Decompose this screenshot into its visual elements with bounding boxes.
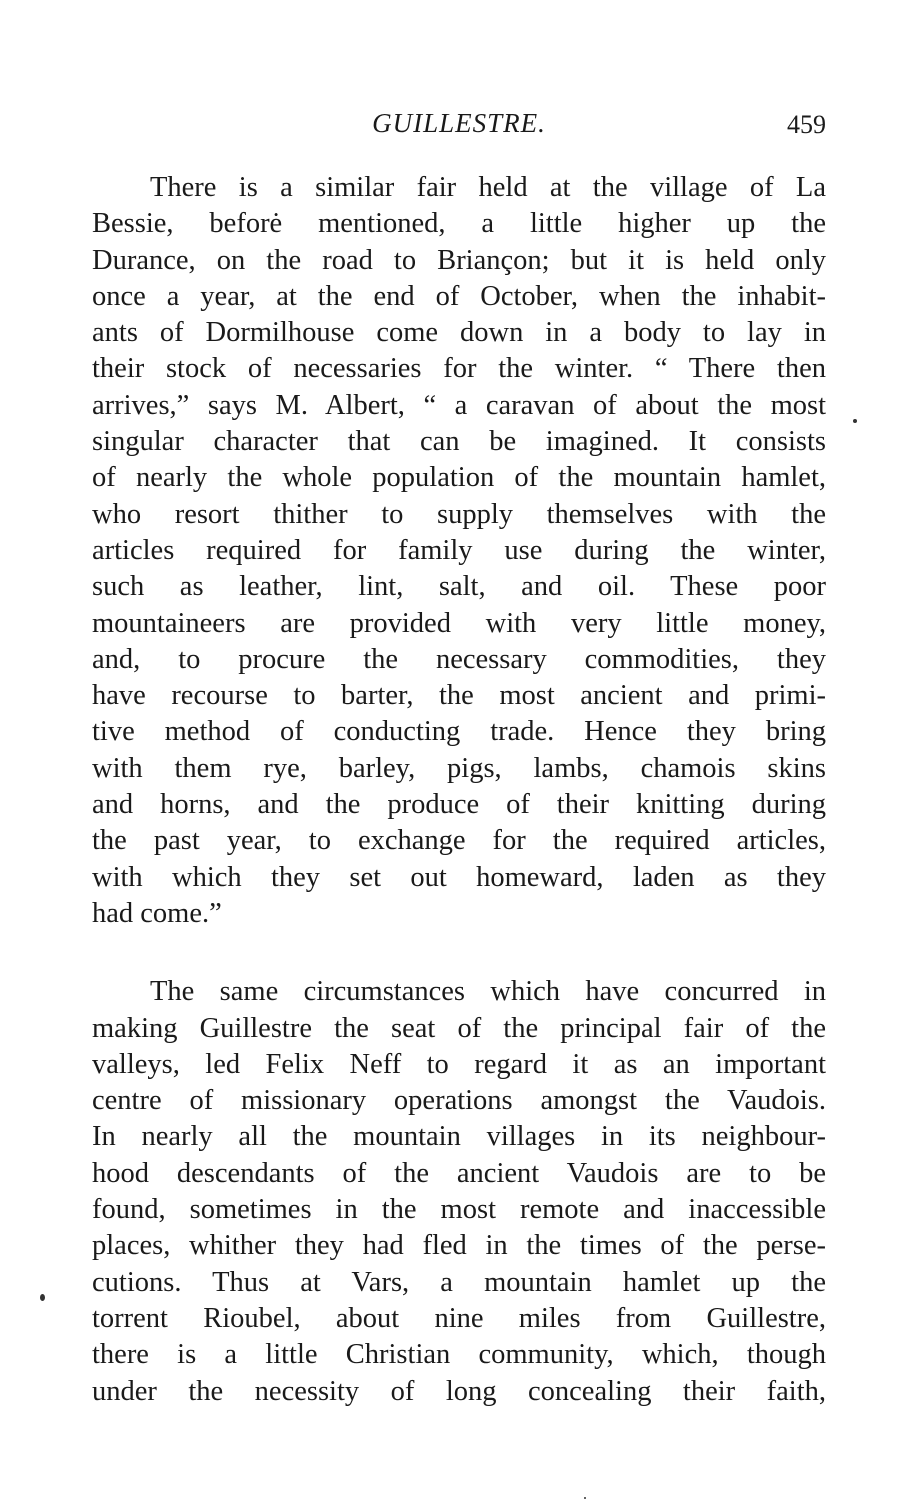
paragraph-2: [92, 974, 826, 1410]
body-text: [92, 170, 826, 1410]
text-line: with which they set out homeward, laden as they: [92, 861, 826, 893]
text-line: hood descendants of the ancient Vaudois are to be: [92, 1157, 826, 1189]
text-line: There is a similar fair held at the village of La: [150, 172, 826, 203]
running-title: GUILLESTRE.: [372, 108, 546, 138]
text-line: and, to procure the necessary commodities, they: [92, 643, 826, 675]
text-line: found, sometimes in the most remote and inaccessible: [92, 1194, 826, 1226]
text-line: have recourse to barter, the most ancient and primi-: [92, 680, 826, 712]
text-line: centre of missionary operations amongst the Vaudois.: [92, 1085, 826, 1117]
text-line: singular character that can be imagined. It consists: [92, 426, 826, 458]
print-speck: [40, 1294, 45, 1301]
text-line: with them rye, barley, pigs, lambs, chamois skins: [92, 752, 826, 784]
text-line: cutions. Thus at Vars, a mountain hamlet up the: [92, 1266, 826, 1298]
text-line: such as leather, lint, salt, and oil. These poor: [92, 571, 826, 603]
text-line: places, whither they had fled in the times of the perse-: [92, 1230, 826, 1262]
text-line: making Guillestre the seat of the principal fair of the: [92, 1012, 826, 1044]
text-line: of nearly the whole population of the mountain hamlet,: [92, 462, 826, 494]
text-line: valleys, led Felix Neff to regard it as an important: [92, 1048, 826, 1080]
text-line: In nearly all the mountain villages in its neighbour-: [92, 1121, 826, 1153]
print-speck: [584, 1497, 586, 1499]
text-line: under the necessity of long concealing their faith,: [92, 1375, 826, 1407]
text-line: who resort thither to supply themselves with the: [92, 498, 826, 530]
text-line: and horns, and the produce of their knitting during: [92, 789, 826, 821]
text-line: had come.”: [92, 897, 222, 929]
text-line: the past year, to exchange for the required articles,: [92, 825, 826, 857]
paragraph-1: [92, 170, 826, 932]
text-line: arrives,” says M. Albert, “ a caravan of about the most: [92, 389, 826, 421]
text-line: mountaineers are provided with very little money,: [92, 607, 826, 639]
text-line: articles required for family use during the winter,: [92, 534, 826, 566]
running-head: [92, 108, 826, 148]
text-line: The same circumstances which have concurred in: [150, 976, 826, 1008]
text-line: tive method of conducting trade. Hence they bring: [92, 716, 826, 748]
text-line: Durance, on the road to Briançon; but it is held only: [92, 244, 826, 276]
text-line: their stock of necessaries for the winter. “ There then: [92, 353, 826, 385]
text-line: ants of Dormilhouse come down in a body to lay in: [92, 317, 826, 349]
text-line: once a year, at the end of October, when the inhabit-: [92, 280, 826, 312]
page-number: 459: [787, 110, 826, 139]
text-line: there is a little Christian community, which, though: [92, 1339, 826, 1371]
text-line: Bessie, beforė mentioned, a little higher up the: [92, 208, 826, 240]
print-speck: [853, 419, 857, 423]
text-line: torrent Rioubel, about nine miles from Guillestre,: [92, 1302, 826, 1334]
